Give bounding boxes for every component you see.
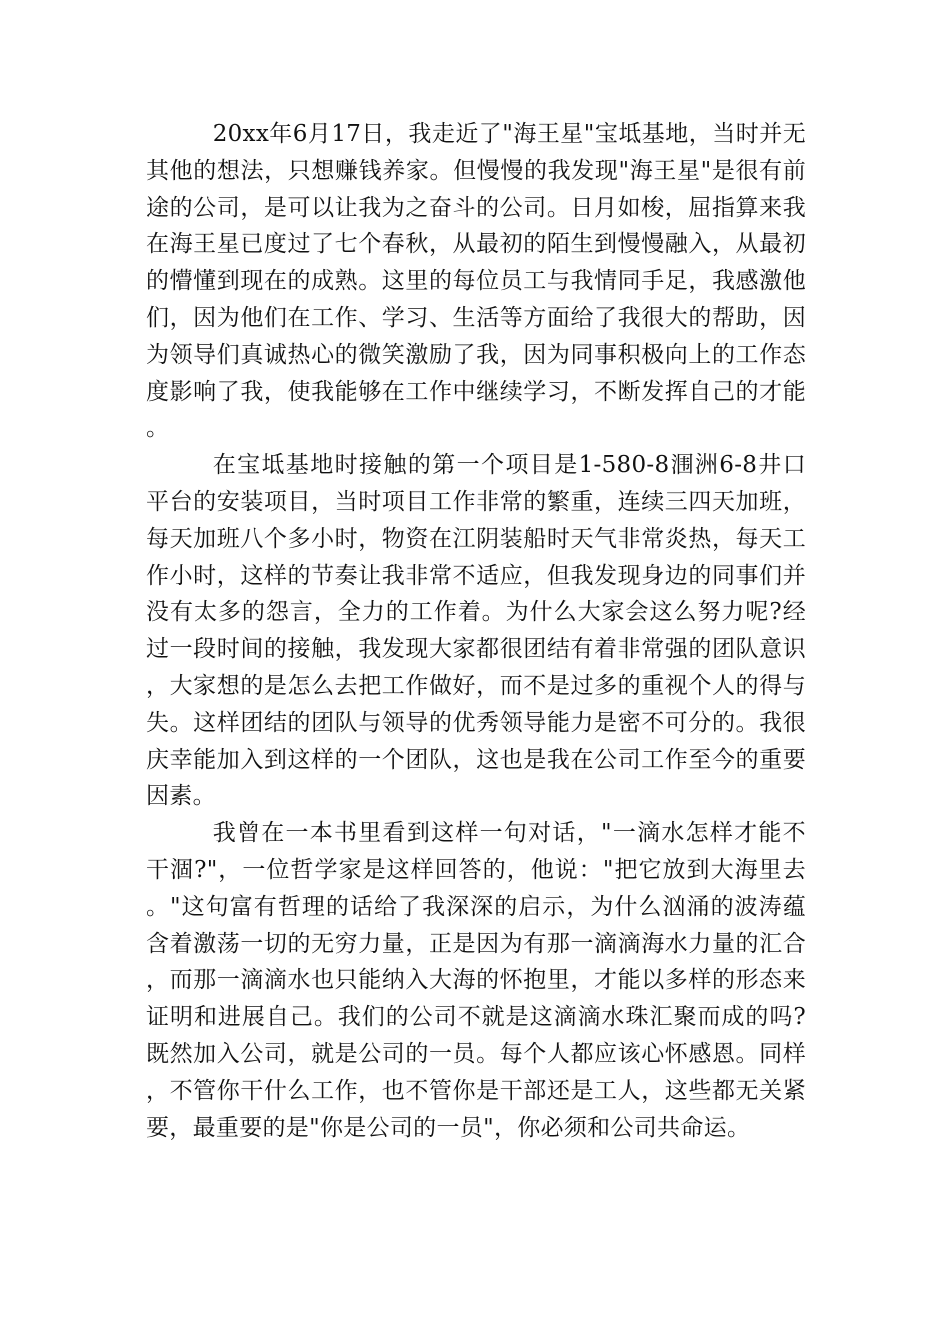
paragraph-1: 20xx年6月17日，我走近了"海王星"宝坻基地，当时并无其他的想法，只想赚钱养家。但慢慢的我发现"海王星"是很有前途的公司，是可以让我为之奋斗的公司。日月如梭，屈指算来我在海王星已度过了七个春秋，从最初的陌生到慢慢融入，从最初的懵懂到现在的成熟。这里的每位员工与我情同手足，我感激他们，因为他们在工作、学习、生活等方面给了我很大的帮助，因为领导们真诚热心的微笑激励了我，因为同事积极向上的工作态度影响了我，使我能够在工作中继续学习，不断发挥自己的才能。 [146,121,806,442]
document-body [146,116,806,1146]
paragraph-2: 在宝坻基地时接触的第一个项目是1-580-8涠洲6-8井口平台的安装项目，当时项目工作非常的繁重，连续三四天加班，每天加班八个多小时，物资在江阴装船时天气非常炎热，每天工作小时，这样的节奏让我非常不适应，但我发现身边的同事们并没有太多的怨言，全力的工作着。为什么大家会这么努力呢?经过一段时间的接触，我发现大家都很团结有着非常强的团队意识，大家想的是怎么去把工作做好，而不是过多的重视个人的得与失。这样团结的团队与领导的优秀领导能力是密不可分的。我很庆幸能加入到这样的一个团队，这也是我在公司工作至今的重要因素。 [146,452,806,810]
paragraph-3: 我曾在一本书里看到这样一句对话，"一滴水怎样才能不干涸?"，一位哲学家是这样回答的，他说："把它放到大海里去。"这句富有哲理的话给了我深深的启示，为什么汹涌的波涛蕴含着激荡一切的无穷力量，正是因为有那一滴滴海水力量的汇合，而那一滴滴水也只能纳入大海的怀抱里，才能以多样的形态来证明和进展自己。我们的公司不就是这滴滴水珠汇聚而成的吗?既然加入公司，就是公司的一员。每个人都应该心怀感恩。同样，不管你干什么工作，也不管你是干部还是工人，这些都无关紧要，最重要的是"你是公司的一员"，你必须和公司共命运。 [146,820,806,1141]
